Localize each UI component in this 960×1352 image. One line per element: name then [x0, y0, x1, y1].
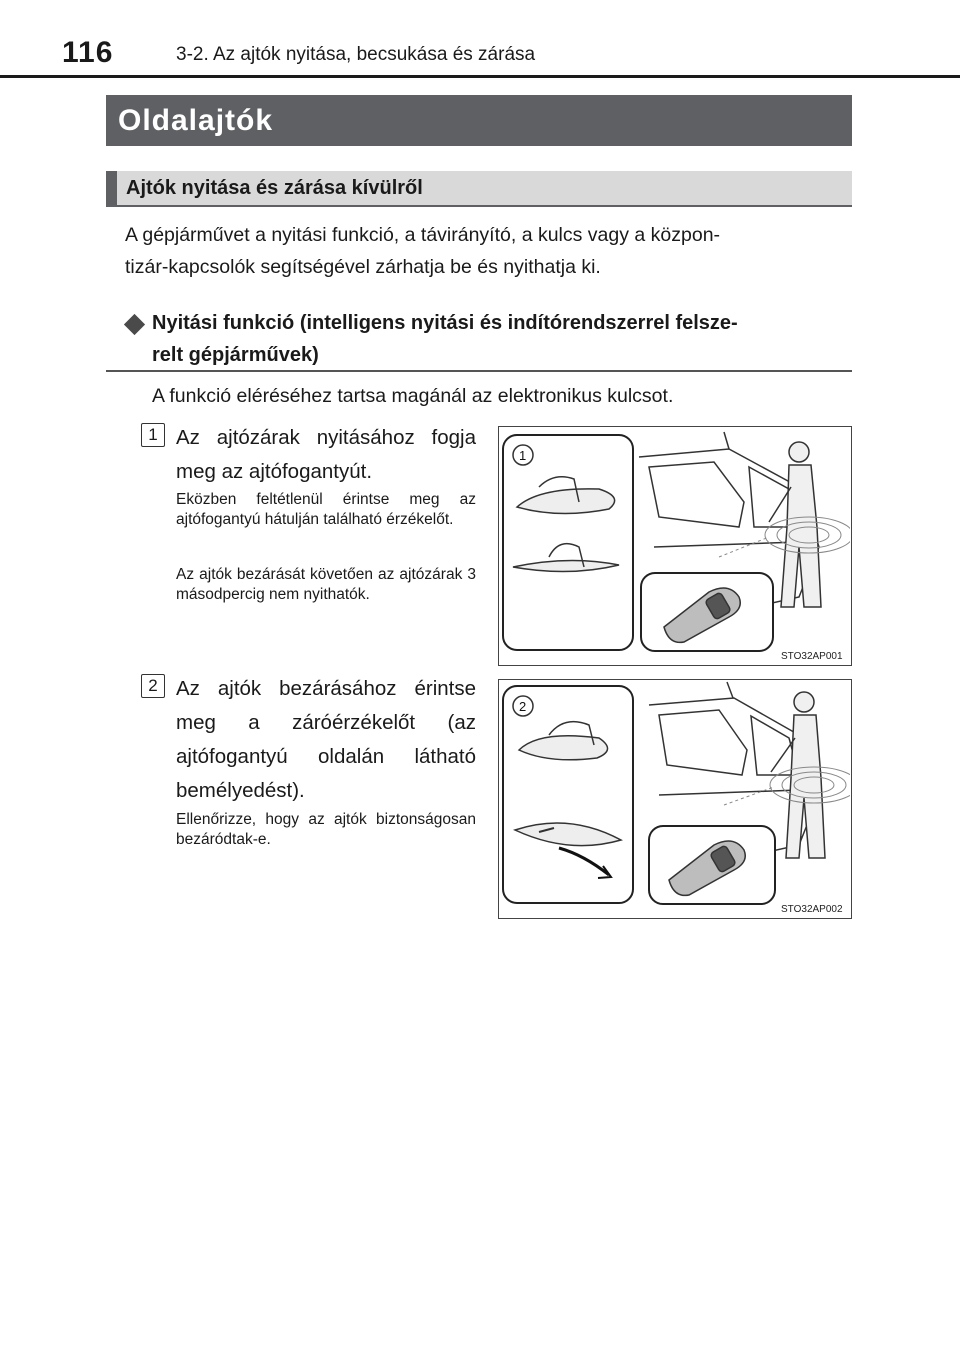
step-2-number: 2 — [141, 674, 165, 698]
figure-2-code: STO32AP002 — [781, 904, 843, 915]
section-heading: Ajtók nyitása és zárása kívülről — [106, 171, 852, 207]
figure-2-callout: 2 — [519, 699, 527, 714]
step-1-number: 1 — [141, 423, 165, 447]
feature-heading-line-1: Nyitási funkció (intelligens nyitási és indítórendszerrel felsze- — [152, 312, 738, 334]
step-1-note-2: Az ajtók bezárását követően az ajtózárak 3 másodpercig nem nyithatók. — [176, 566, 476, 603]
running-header: 3-2. Az ajtók nyitása, becsukása és zárása — [176, 44, 536, 65]
person-drawing — [769, 442, 821, 607]
intro-line-1: A gépjárművet a nyitási funkció, a távirányító, a kulcs vagy a közpon- — [125, 224, 721, 246]
door-unlock-illustration — [499, 427, 850, 664]
figure-1-callout: 1 — [519, 448, 527, 463]
intro-line-2: tizár-kapcsolók segítségével zárhatja be és nyithatja ki. — [125, 256, 601, 278]
header-rule — [0, 75, 960, 78]
step-1-note: Eközben feltétlenül érintse meg az ajtófogantyú hátulján található érzékelőt. — [176, 491, 476, 528]
step-2-note: Ellenőrizze, hogy az ajtók biztonságosan bezáródtak-e. — [176, 811, 476, 848]
step-2-text: Az ajtók bezárásához érintse meg a záróérzékelőt (az ajtófogantyú oldalán látható bemélyedést). — [176, 677, 476, 802]
feature-rule — [106, 370, 852, 372]
figure-1-code: STO32AP001 — [781, 651, 843, 662]
handle-inset — [503, 435, 633, 650]
door-lock-illustration — [499, 680, 850, 917]
page-title: Oldalajtók — [106, 95, 852, 146]
figure-door-unlock — [498, 426, 852, 666]
figure-door-lock — [498, 679, 852, 919]
feature-heading-line-2: relt gépjárművek) — [152, 344, 319, 366]
handle-inset-2 — [503, 686, 633, 903]
step-1-text: Az ajtózárak nyitásához fogja meg az ajtófogantyút. — [176, 426, 476, 483]
diamond-bullet-icon — [124, 314, 145, 335]
page-number: 116 — [62, 36, 114, 69]
feature-heading — [152, 307, 852, 371]
intro-paragraph — [125, 219, 853, 283]
feature-note: A funkció eléréséhez tartsa magánál az elektronikus kulcsot. — [152, 385, 674, 407]
